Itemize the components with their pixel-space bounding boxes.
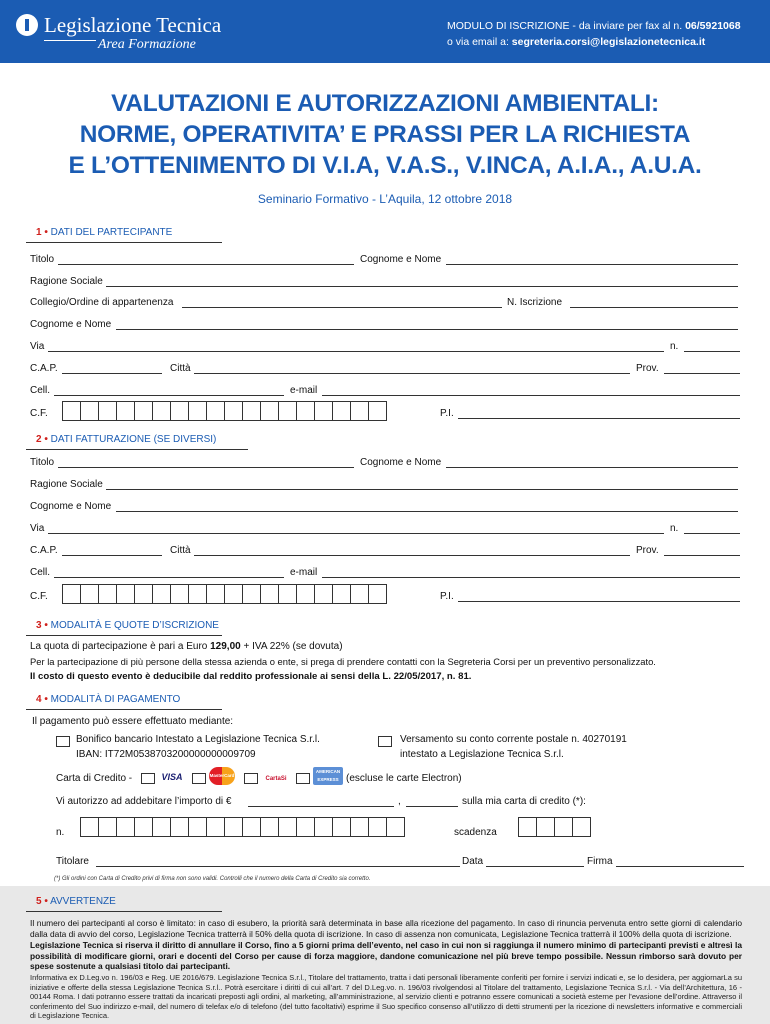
autorizzo-comma: ,: [398, 796, 401, 807]
data-field[interactable]: [486, 866, 584, 867]
card-number-boxes[interactable]: [80, 817, 404, 837]
s1-collegio-label: Collegio/Ordine di appartenenza: [30, 297, 174, 308]
importo-decimals-field[interactable]: [406, 806, 458, 807]
s2-titolo-field[interactable]: [58, 467, 354, 468]
s1-cognome2-field[interactable]: [116, 329, 738, 330]
s1-titolo-field[interactable]: [58, 264, 354, 265]
logo-text: Legislazione Tecnica: [44, 13, 222, 37]
header-fax-number: 06/5921068: [685, 20, 741, 32]
s1-cap-label: C.A.P.: [30, 363, 58, 374]
logo-icon: [16, 14, 38, 36]
mastercard-icon: MasterCard: [209, 767, 235, 785]
section-3-number: 3 •: [36, 620, 48, 631]
s2-email-label: e-mail: [290, 567, 318, 578]
s2-via-label: Via: [30, 523, 45, 534]
s1-ragione-field[interactable]: [106, 286, 738, 287]
amex-checkbox[interactable]: [296, 773, 310, 784]
s1-cf-boxes[interactable]: [62, 401, 386, 421]
data-label: Data: [462, 856, 484, 867]
s1-iscrizione-label: N. Iscrizione: [507, 297, 563, 308]
firma-label: Firma: [587, 856, 613, 867]
versamento-line-1: Versamento su conto corrente postale n. 40270191: [400, 734, 627, 745]
header-email[interactable]: segreteria.corsi@legislazionetecnica.it: [511, 36, 706, 48]
s1-n-field[interactable]: [684, 351, 740, 352]
mastercard-checkbox[interactable]: [192, 773, 206, 784]
firma-field[interactable]: [616, 866, 744, 867]
s1-iscrizione-field[interactable]: [570, 307, 738, 308]
s1-email-field[interactable]: [322, 395, 740, 396]
importo-field[interactable]: [248, 806, 394, 807]
title-line-3: E L’OTTENIMENTO DI V.I.A, V.A.S., V.INCA, A.I.A., A.U.A.: [68, 152, 702, 179]
header-email-prefix: o via email a:: [447, 36, 512, 48]
avvertenze-privacy: Informativa ex D.Leg.vo n. 196/03 e Reg. UE 2016/679. Legislazione Tecnica S.r.l., Titolare del trattamento, tratta i dati personali liberamente conferiti per fornire i servizi indicati e, se lo desidera, per aggiornarLa su iniziative e offerte della stessa Legislazione Tecnica S.r.l.. Potrà esercitare i diritti di cui all’art. 7 del D.Leg.vo. n. 196/03 rivolgendosi al Titolare del trattamento, Legislazione Tecnica S.r.l. - Via dell’Architettura, 16 - 00144 Roma. I dati potranno essere trattati da incaricati preposti agli ordini, al marketing, all’amministrazione, al servizio clienti e potranno essere comunicati a società esterne per l’evasione dell’ordine. Attraverso il conferimento del Suo indirizzo e-mail, del numero di telefax e/o di telefono (del tutto facoltativi) esprime il Suo specifico consenso all’utilizzo di detti strumenti per la ricezione di newsletters informative e commerciali di Legislazione Tecnica.: [30, 973, 742, 1020]
s1-cognome2-label: Cognome e Nome: [30, 319, 112, 330]
quote-suffix: + IVA 22% (se dovuta): [240, 641, 343, 652]
s2-pi-field[interactable]: [458, 601, 740, 602]
s1-titolo-label: Titolo: [30, 254, 55, 265]
bonifico-line-1: Bonifico bancario Intestato a Legislazione Tecnica S.r.l.: [76, 734, 320, 745]
section-3-heading: [36, 620, 219, 631]
titolare-label: Titolare: [56, 856, 89, 867]
s2-cognome2-label: Cognome e Nome: [30, 501, 112, 512]
s1-pi-label: P.I.: [440, 408, 454, 419]
section-4-heading: [36, 694, 180, 705]
s2-via-field[interactable]: [48, 533, 664, 534]
versamento-checkbox[interactable]: [378, 736, 392, 747]
s2-n-label: n.: [670, 523, 679, 534]
s1-cf-label: C.F.: [30, 408, 48, 419]
bonifico-checkbox[interactable]: [56, 736, 70, 747]
s1-cognome-field[interactable]: [446, 264, 738, 265]
section-2-label: DATI FATTURAZIONE (SE DIVERSI): [50, 434, 217, 445]
s2-prov-label: Prov.: [636, 545, 659, 556]
avvertenze-p2: Legislazione Tecnica si riserva il diritto di annullare il Corso, fino a 5 giorni prima dell’evento, nel caso in cui non si raggiunga il numero minimo di partecipanti previsti e altresì la possibilità di modificare giorni, orari e docenti del Corso per cause di forza maggiore, dandone comunicazione nel più breve tempo possibile. Nessun rimborso sarà dovuto per spese sostenute a qualsiasi titolo dai partecipanti.: [30, 940, 742, 971]
logo-subtitle: Area Formazione: [98, 37, 196, 52]
s2-citta-label: Città: [170, 545, 191, 556]
s1-citta-label: Città: [170, 363, 191, 374]
card-note: (*) Gli ordini con Carta di Credito privi di firma non sono validi. Controlli che il numero della Carta di Credito sia corretto.: [54, 876, 371, 882]
section-1-heading: [36, 227, 172, 238]
autorizzo-suffix: sulla mia carta di credito (*):: [462, 796, 586, 807]
carta-label: Carta di Credito -: [56, 773, 133, 784]
s1-via-field[interactable]: [48, 351, 664, 352]
s2-cell-field[interactable]: [54, 577, 284, 578]
s2-cell-label: Cell.: [30, 567, 51, 578]
titolare-field[interactable]: [96, 866, 460, 867]
s2-citta-field[interactable]: [194, 555, 630, 556]
page-subtitle: Seminario Formativo - L’Aquila, 12 ottobre 2018: [257, 192, 513, 206]
header-fax-line: [447, 20, 741, 32]
s2-cf-boxes[interactable]: [62, 584, 386, 604]
s1-via-label: Via: [30, 341, 45, 352]
s2-cap-label: C.A.P.: [30, 545, 58, 556]
s2-ragione-field[interactable]: [106, 489, 738, 490]
s2-prov-field[interactable]: [664, 555, 740, 556]
section-4-number: 4 •: [36, 694, 48, 705]
header-email-line: [447, 36, 705, 48]
section-1-label: DATI DEL PARTECIPANTE: [50, 227, 173, 238]
quote-line-1: [30, 641, 343, 652]
section-5-label: AVVERTENZE: [50, 896, 116, 907]
quote-amount: 129,00: [210, 641, 241, 652]
s1-prov-label: Prov.: [636, 363, 659, 374]
s2-email-field[interactable]: [322, 577, 740, 578]
amex-icon: AMERICAN EXPRESS: [313, 767, 343, 785]
s2-pi-label: P.I.: [440, 591, 454, 602]
section-3-label: MODALITÀ E QUOTE D’ISCRIZIONE: [50, 620, 219, 631]
scadenza-boxes[interactable]: [518, 817, 590, 837]
versamento-line-2: intestato a Legislazione Tecnica S.r.l.: [400, 749, 564, 760]
section-5-rule: [26, 911, 222, 912]
section-2-rule: [26, 449, 248, 450]
s1-citta-field[interactable]: [194, 373, 630, 374]
payment-intro: Il pagamento può essere effettuato mediante:: [32, 716, 234, 727]
section-1-rule: [26, 242, 222, 243]
s1-email-label: e-mail: [290, 385, 318, 396]
s1-cell-label: Cell.: [30, 385, 51, 396]
visa-icon: VISA: [161, 772, 183, 782]
scadenza-label: scadenza: [454, 827, 497, 838]
section-2-heading: [36, 434, 216, 445]
s2-cap-field[interactable]: [62, 555, 162, 556]
page-title: [0, 88, 770, 181]
section-3-rule: [26, 635, 222, 636]
section-5-heading: [36, 896, 116, 907]
s1-ragione-label: Ragione Sociale: [30, 276, 103, 287]
bonifico-iban: IBAN: IT72M0538703200000000009709: [76, 749, 256, 760]
s1-cognome-label: Cognome e Nome: [360, 254, 442, 265]
s2-ragione-label: Ragione Sociale: [30, 479, 103, 490]
section-4-rule: [26, 709, 222, 710]
autorizzo-prefix: Vi autorizzo ad addebitare l’importo di €: [56, 796, 232, 807]
section-4-label: MODALITÀ DI PAGAMENTO: [50, 694, 181, 705]
s1-collegio-field[interactable]: [182, 307, 502, 308]
cartasi-checkbox[interactable]: [244, 773, 258, 784]
avvertenze-p1: Il numero dei partecipanti al corso è limitato: in caso di esubero, la priorità sarà determinata in base alla ricezione del pagamento. In caso di rinuncia pervenuta entro sette giorni di calendario dalla data di avvio del corso, Legislazione Tecnica tratterrà il 50% della quota di iscrizione. In caso di assenza non comunicata, Legislazione Tecnica tratterrà il 100% della quota di iscrizione.: [30, 918, 742, 939]
quote-line-3: Il costo di questo evento è deducibile dal reddito professionale ai sensi della L. 22/05/2017, n. 81.: [30, 671, 472, 682]
quote-prefix: La quota di partecipazione è pari a Euro: [30, 641, 211, 652]
s1-cell-field[interactable]: [54, 395, 284, 396]
quote-line-2: Per la partecipazione di più persone della stessa azienda o ente, si prega di prendere contatti con la Segreteria Corsi per un preventivo personalizzato.: [30, 656, 656, 667]
title-line-1: VALUTAZIONI E AUTORIZZAZIONI AMBIENTALI:: [111, 90, 659, 117]
section-2-number: 2 •: [36, 434, 48, 445]
s1-n-label: n.: [670, 341, 679, 352]
title-line-2: NORME, OPERATIVITA’ E PRASSI PER LA RICHIESTA: [79, 121, 691, 148]
s2-cognome2-field[interactable]: [116, 511, 738, 512]
card-number-label: n.: [56, 827, 65, 838]
s2-cf-label: C.F.: [30, 591, 48, 602]
s1-prov-field[interactable]: [664, 373, 740, 374]
s2-n-field[interactable]: [684, 533, 740, 534]
section-1-number: 1 •: [36, 227, 48, 238]
section-5-number: 5 •: [36, 896, 48, 907]
cartasi-icon: CartaSi: [265, 776, 287, 782]
visa-checkbox[interactable]: [141, 773, 155, 784]
header-bar: [0, 0, 770, 63]
s2-cognome-field[interactable]: [446, 467, 738, 468]
s2-cognome-label: Cognome e Nome: [360, 457, 442, 468]
s2-titolo-label: Titolo: [30, 457, 55, 468]
s1-cap-field[interactable]: [62, 373, 162, 374]
escluse-electron: (escluse le carte Electron): [346, 773, 462, 784]
s1-pi-field[interactable]: [458, 418, 740, 419]
logo-divider: [44, 40, 96, 41]
header-fax-prefix: MODULO DI ISCRIZIONE - da inviare per fax al n.: [447, 20, 686, 32]
